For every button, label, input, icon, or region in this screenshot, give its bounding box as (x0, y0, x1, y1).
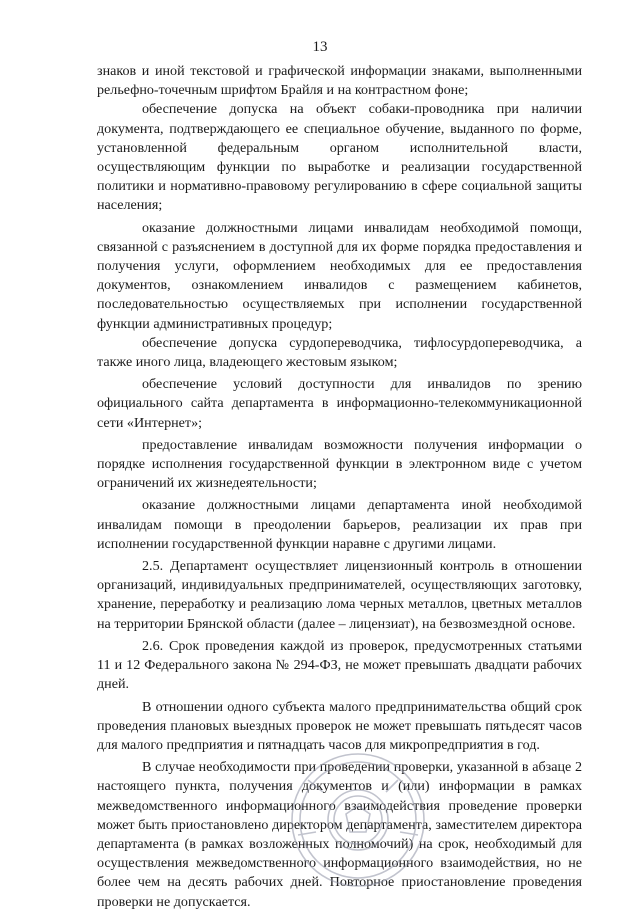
paragraph-suspension: В случае необходимости при проведении проверки, указанной в абзаце 2 настоящего пункта, получения документов и (или) информации в рамках межведомственного информационного взаимодействия проведение проверки может быть приостановлено директором департамента, заместителем директора департамента (в рамках возложенных полномочий) на срок, необходимый для осуществления межведомственного информационного взаимодействия, но не более чем на десять рабочих дней. Повторное приостановление проведения проверки не допускается. (97, 759, 582, 910)
body-text (97, 62, 582, 912)
paragraph-guide-dog: обеспечение допуска на объект собаки-проводника при наличии документа, подтверждающего ее специальное обучение, выданного по форме, установленной федеральным органом исполнительной власти, осуществляющим функции по выработке и реализации государственной политики и нормативно-правовому регулированию в сфере социальной защиты населения; (97, 101, 582, 214)
paragraph-sign-interpreter: обеспечение допуска сурдопереводчика, тифлосурдопереводчика, а также иного лица, владеющего жестовым языком; (97, 334, 582, 371)
paragraph-licensing-control: 2.5. Департамент осуществляет лицензионный контроль в отношении организаций, индивидуальных предпринимателей, осуществляющих заготовку, хранение, переработку и реализацию лома черных металлов, цветных металлов на территории Брянской области (далее – лицензиат), на безвозмездной основе. (97, 558, 582, 632)
paragraph-inspection-term: 2.6. Срок проведения каждой из проверок, предусмотренных статьями 11 и 12 Федерального закона № 294-ФЗ, не может превышать двадцати рабочих дней. (97, 637, 582, 693)
paragraph-website-accessibility: обеспечение условий доступности для инвалидов по зрению официального сайта департамента в информационно-телекоммуникационной сети «Интернет»; (97, 376, 582, 431)
paragraph-barrier-help: оказание должностными лицами департамента иной необходимой инвалидам помощи в преодолении барьеров, реализации их прав при исполнении государственной функции наравне с другими лицами. (97, 497, 582, 552)
paragraph-small-business: В отношении одного субъекта малого предпринимательства общий срок проведения плановых выездных проверок не может превышать пятьдесят часов для малого предприятия и пятнадцать часов для микропредприятия в год. (97, 698, 582, 753)
paragraph-assistance: оказание должностными лицами инвалидам необходимой помощи, связанной с разъяснением в доступной для их форме порядка предоставления и получения услуги, оформлением необходимых для ее предоставления документов, ознакомлением инвалидов с размещением кабинетов, последовательностью осуществляемых при исполнении государственной функции административных процедур; (97, 219, 582, 332)
paragraph-braille-continuation: знаков и иной текстовой и графической информации знаками, выполненными рельефно-точечным шрифтом Брайля и на контрастном фоне; (97, 63, 582, 99)
page-number: 13 (312, 39, 328, 55)
paragraph-electronic-info: предоставление инвалидам возможности получения информации о порядке исполнения государственной функции в электронном виде с учетом ограничений их жизнедеятельности; (97, 436, 582, 492)
